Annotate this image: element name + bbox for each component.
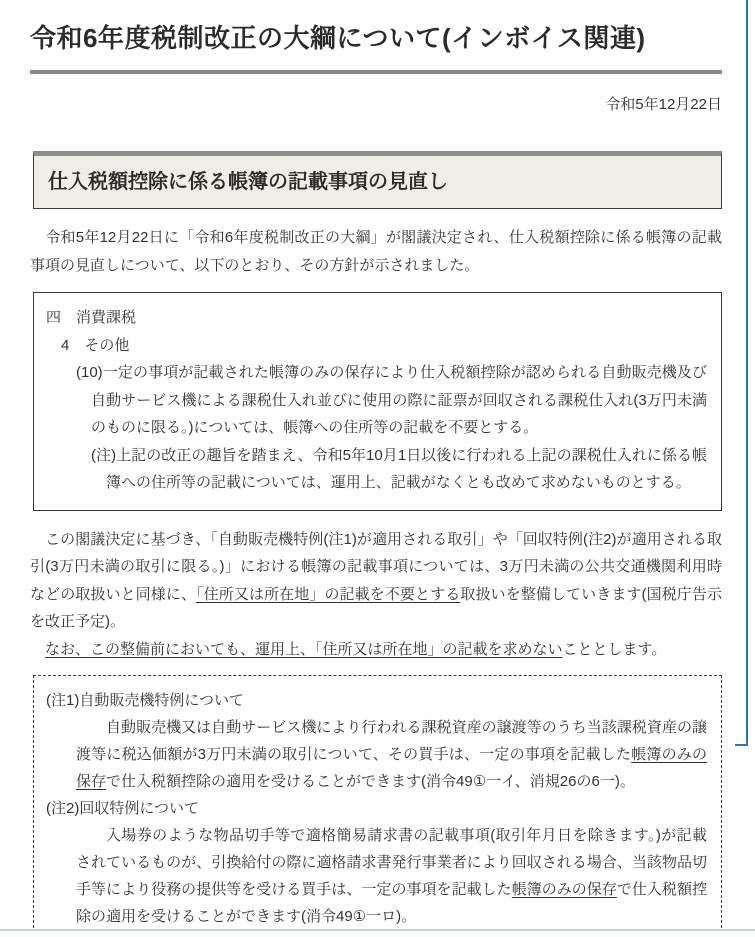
body-paragraph-2: なお、この整備前においても、運用上、「住所又は所在地」の記載を求めないこととします。 [45,640,667,658]
section-heading: 仕入税額控除に係る帳簿の記載事項の見直し [48,171,448,193]
page-title: 令和6年度税制改正の大綱について(インボイス関連) [30,23,646,53]
footnote-2-body: 入場券のような物品切手等で適格簡易請求書の記載事項(取引年月日を除きます。)が記載されているものが、引換給付の際に適格請求書発行事業者により回収される場合、当該物品切手等により役務の提供等を受ける買手は、一定の事項を記載した帳簿のみの保存で仕入税額控除の適用を受けることができます(消令49①一ロ)。 [76,827,707,925]
frame-border-right [746,0,748,745]
footnote-1-body: 自動販売機又は自動サービス機により行われる課税資産の譲渡等のうち当該課税資産の譲渡等に税込価額が3万円未満の取引について、その買手は、一定の事項を記載した帳簿のみの保存で仕入税額控除の適用を受けることができます(消令49①一イ、消規26の6一)。 [76,719,707,790]
page-bottom-strip [0,931,755,937]
quote-box [33,292,722,511]
quote-subsection-line: 4 その他 [61,336,130,354]
footnotes-box [33,675,722,937]
document-date: 令和5年12月22日 [605,96,722,113]
quote-note: (注)上記の改正の趣旨を踏まえ、令和5年10月1日以後に行われる上記の課税仕入れに係る帳簿への住所等の記載については、運用上、記載がなくとも改めて求めないものとする。 [91,446,707,491]
intro-paragraph: 令和5年12月22日に「令和6年度税制改正の大綱」が閣議決定され、仕入税額控除に係る帳簿の記載事項の見直しについて、以下のとおり、その方針が示されました。 [30,229,722,274]
quote-chapter-line: 四 消費課税 [46,309,137,326]
frame-border-right-corner [735,744,748,746]
footnote-1-title: (注1)自動販売機特例について [46,692,245,709]
body-paragraph-1: この閣議決定に基づき、「自動販売機特例(注1)が適用される取引」や「回収特例(注2)が適用される取引(3万円未満の取引に限る。)」における帳簿の記載事項については、3万円未満の公共交通機関利用時などの取扱いと同様に、「住所又は所在地」の記載を不要とする取扱いを整備していきます(国税庁告示を改正予定)。 [30,530,722,630]
footnote-2-title: (注2)回収特例について [46,800,200,817]
title-divider [30,70,722,74]
section-heading-box [33,151,722,209]
document-content [30,0,722,937]
quote-item-10: (10)一定の事項が記載された帳簿のみの保存により仕入税額控除が認められる自動販売機及び自動サービス機による課税仕入れ並びに使用の際に証票が回収される課税仕入れ(3万円未満のものに限る。)については、帳簿への住所等の記載を不要とする。 [76,364,707,436]
